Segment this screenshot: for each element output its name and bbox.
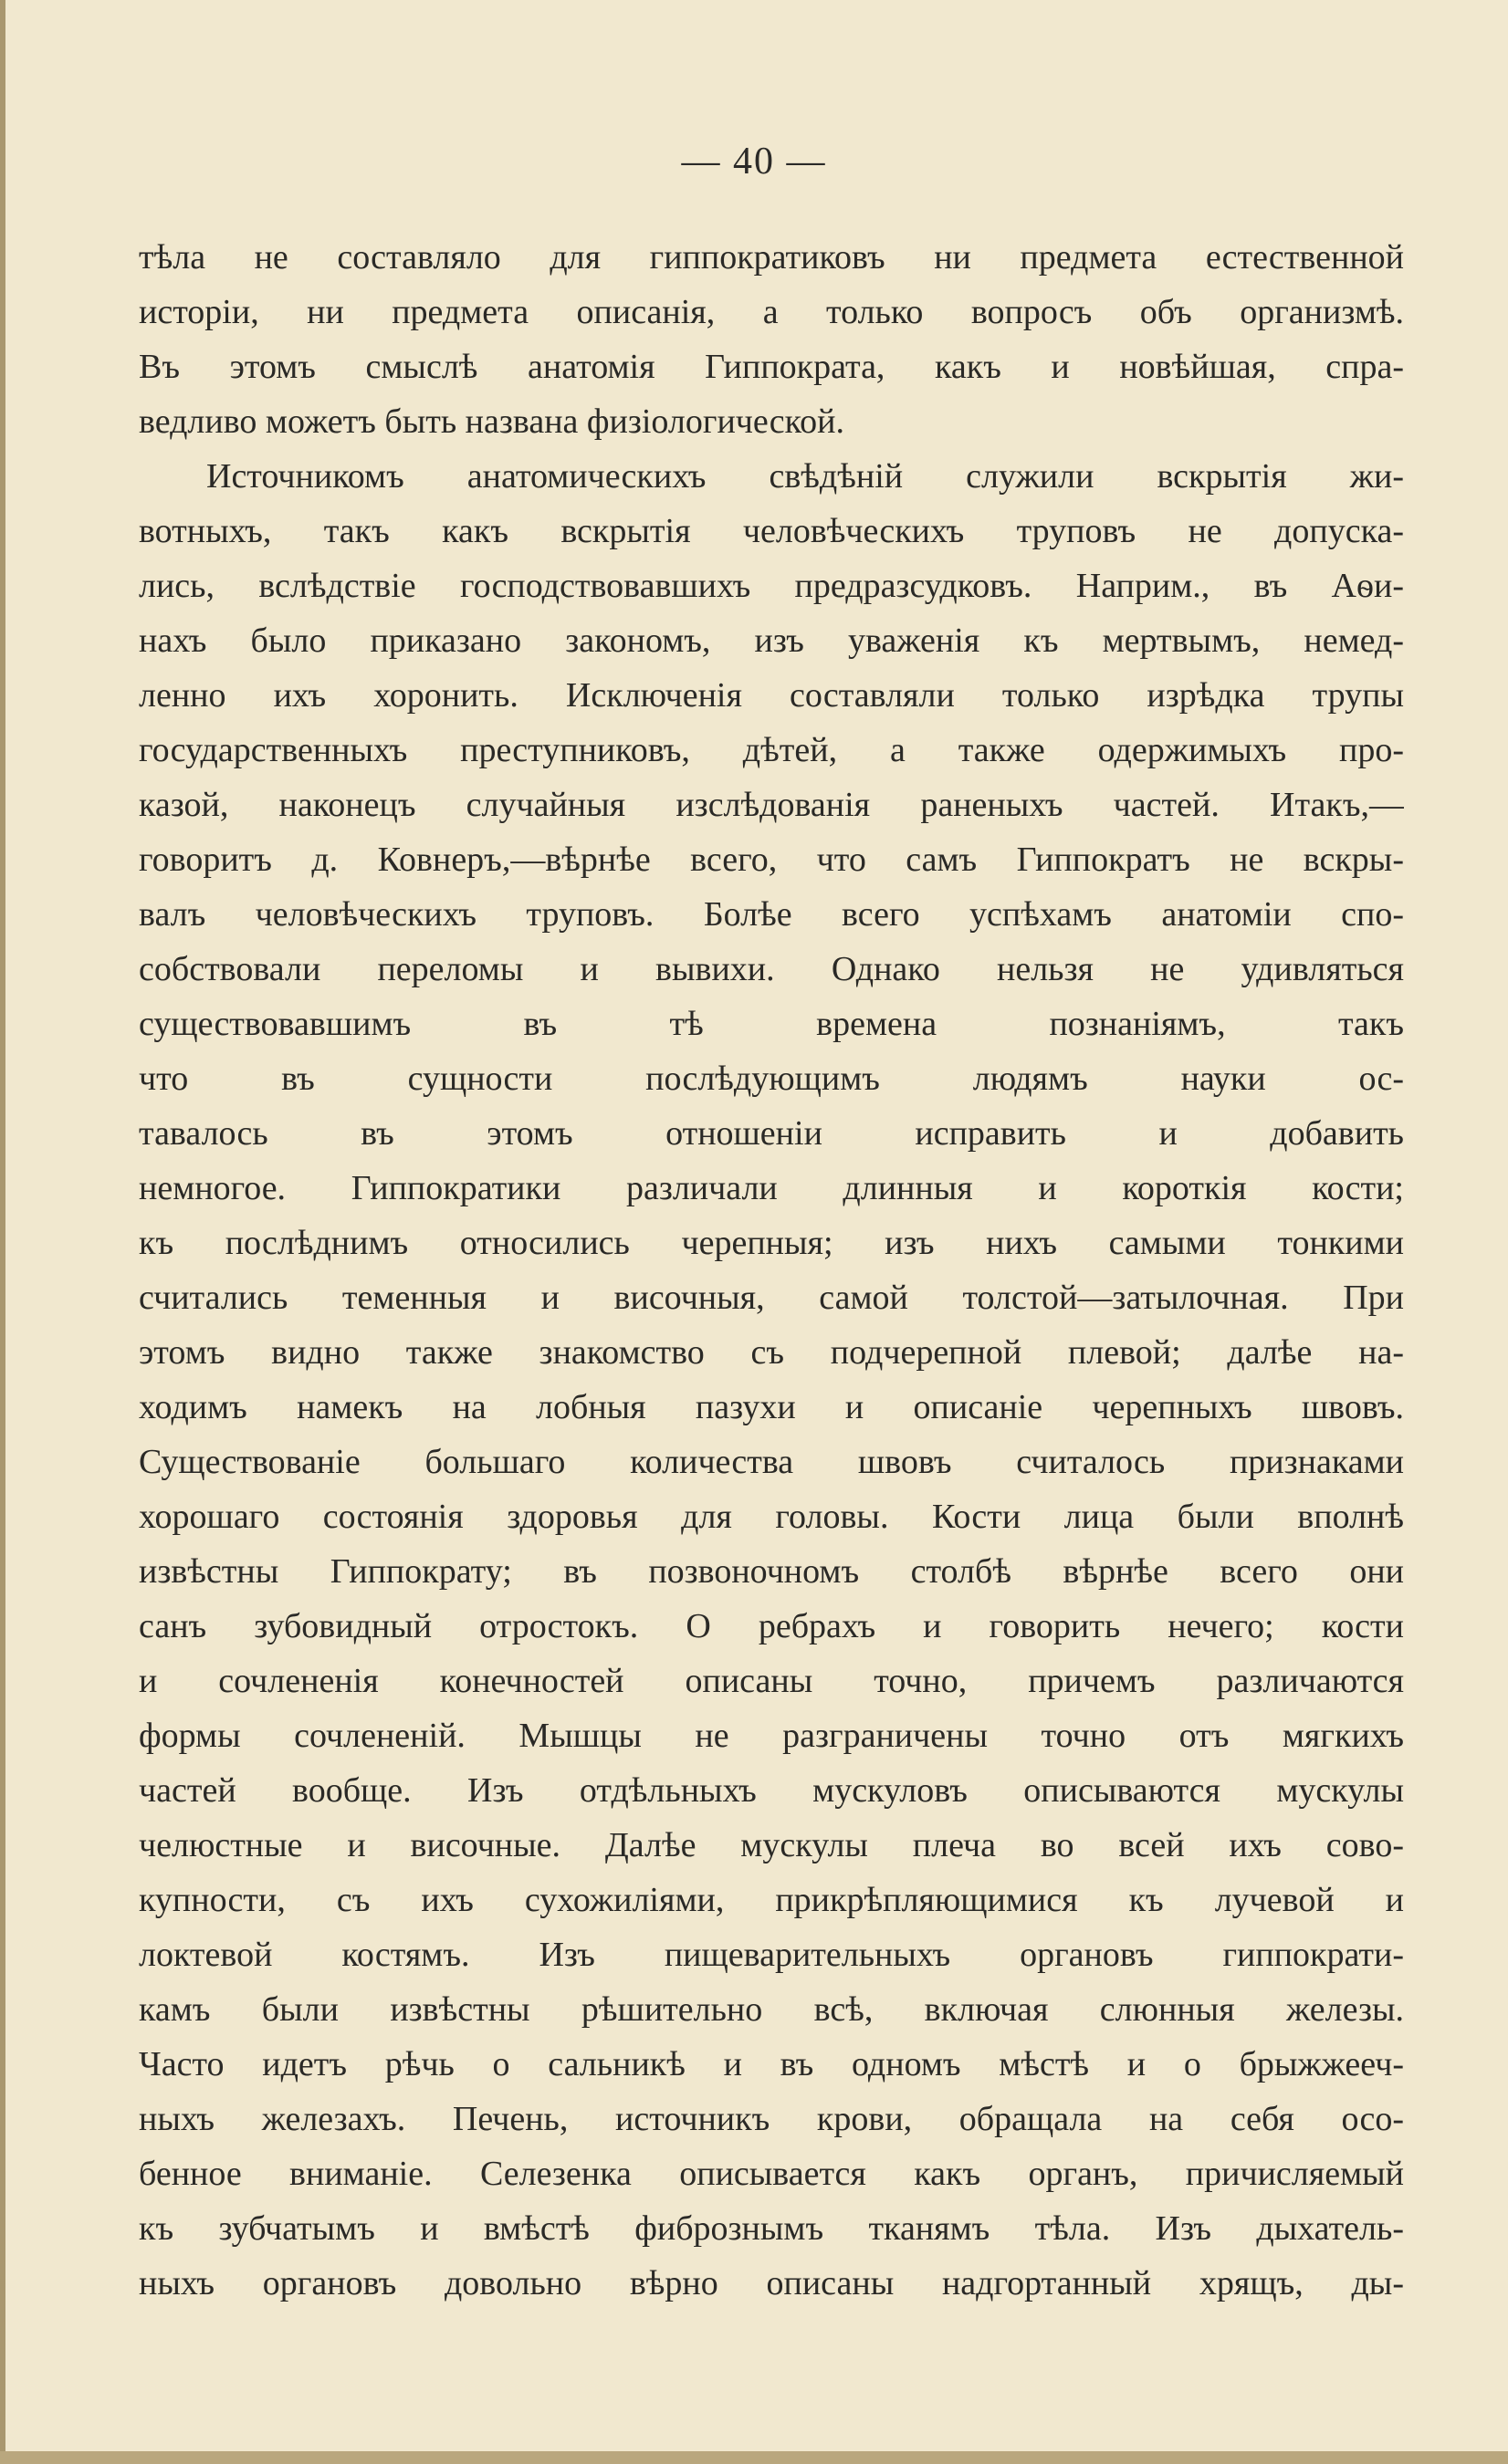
text-line: тавалось въ этомъ отношеніи исправить и добавить [139,1114,1404,1153]
text-line: хорошаго состоянія здоровья для головы. Кости лица были вполнѣ [139,1498,1404,1536]
text-line: немногое. Гиппократики различали длинныя и короткія кости; [139,1169,1404,1207]
text-line: исторіи, ни предмета описанія, а только вопросъ объ организмѣ. [139,293,1404,331]
text-line: говоритъ д. Ковнеръ,—вѣрнѣе всего, что самъ Гиппократъ не вскры- [139,840,1404,879]
text-line: вотныхъ, такъ какъ вскрытія человѣческихъ труповъ не допуска- [139,512,1404,550]
text-line: къ зубчатымъ и вмѣстѣ фибрознымъ тканямъ тѣла. Изъ дыхатель- [139,2209,1404,2248]
text-line: ленно ихъ хоронить. Исключенія составляли только изрѣдка трупы [139,676,1404,715]
text-line: локтевой костямъ. Изъ пищеварительныхъ органовъ гиппократи- [139,1936,1404,1974]
text-line: частей вообще. Изъ отдѣльныхъ мускуловъ описываются мускулы [139,1771,1404,1810]
text-line: извѣстны Гиппократу; въ позвоночномъ столбѣ вѣрнѣе всего они [139,1552,1404,1591]
text-line: къ послѣднимъ относились черепныя; изъ нихъ самыми тонкими [139,1224,1404,1262]
text-line: Существованіе большаго количества швовъ считалось признаками [139,1443,1404,1481]
text-line: ныхъ железахъ. Печень, источникъ крови, обращала на себя осо- [139,2100,1404,2138]
text-line: Часто идетъ рѣчь о сальникѣ и въ одномъ мѣстѣ и о брыжжееч- [139,2045,1404,2083]
text-line: что въ сущности послѣдующимъ людямъ науки ос- [139,1060,1404,1098]
text-line: нахъ было приказано закономъ, изъ уваженія къ мертвымъ, немед- [139,621,1404,660]
text-line: камъ были извѣстны рѣшительно всѣ, включая слюнныя железы. [139,1990,1404,2029]
text-line: купности, съ ихъ сухожиліями, прикрѣпляющимися къ лучевой и [139,1881,1404,1919]
text-line: казой, наконецъ случайныя изслѣдованія раненыхъ частей. Итакъ,— [139,786,1404,824]
text-line: валъ человѣческихъ труповъ. Болѣе всего успѣхамъ анатоміи спо- [139,895,1404,934]
text-line: ведливо можетъ быть названа физіологической. [139,402,844,441]
page-text [139,230,1404,2311]
text-line: формы сочлененій. Мышцы не разграничены точно отъ мягкихъ [139,1717,1404,1755]
text-line: ныхъ органовъ довольно вѣрно описаны надгортанный хрящъ, ды- [139,2264,1404,2302]
page-edge-left [0,0,5,2464]
text-line: государственныхъ преступниковъ, дѣтей, а также одержимыхъ про- [139,731,1404,769]
text-line: бенное вниманіе. Селезенка описывается какъ органъ, причисляемый [139,2155,1404,2193]
text-line: лись, вслѣдствіе господствовавшихъ предразсудковъ. Наприм., въ Аѳи- [139,567,1404,605]
text-line: Въ этомъ смыслѣ анатомія Гиппократа, какъ и новѣйшая, спра- [139,348,1404,386]
text-line: этомъ видно также знакомство съ подчерепной плевой; далѣе на- [139,1333,1404,1372]
text-line: считались теменныя и височныя, самой толстой—затылочная. При [139,1279,1404,1317]
text-line: существовавшимъ въ тѣ времена познаніямъ, такъ [139,1005,1404,1043]
text-line: собствовали переломы и вывихи. Однако нельзя не удивляться [139,950,1404,988]
text-line: ходимъ намекъ на лобныя пазухи и описаніе черепныхъ швовъ. [139,1388,1404,1426]
text-line: Источникомъ анатомическихъ свѣдѣній служили вскрытія жи- [206,457,1404,496]
text-line: тѣла не составляло для гиппократиковъ ни предмета естественной [139,238,1404,277]
text-line: и сочлененія конечностей описаны точно, причемъ различаются [139,1662,1404,1700]
text-line: челюстные и височные. Далѣе мускулы плеча во всей ихъ сово- [139,1826,1404,1864]
page-edge-bottom [0,2451,1508,2464]
text-line: санъ зубовидный отростокъ. О ребрахъ и говорить нечего; кости [139,1607,1404,1645]
page-number: — 40 — [681,141,827,183]
